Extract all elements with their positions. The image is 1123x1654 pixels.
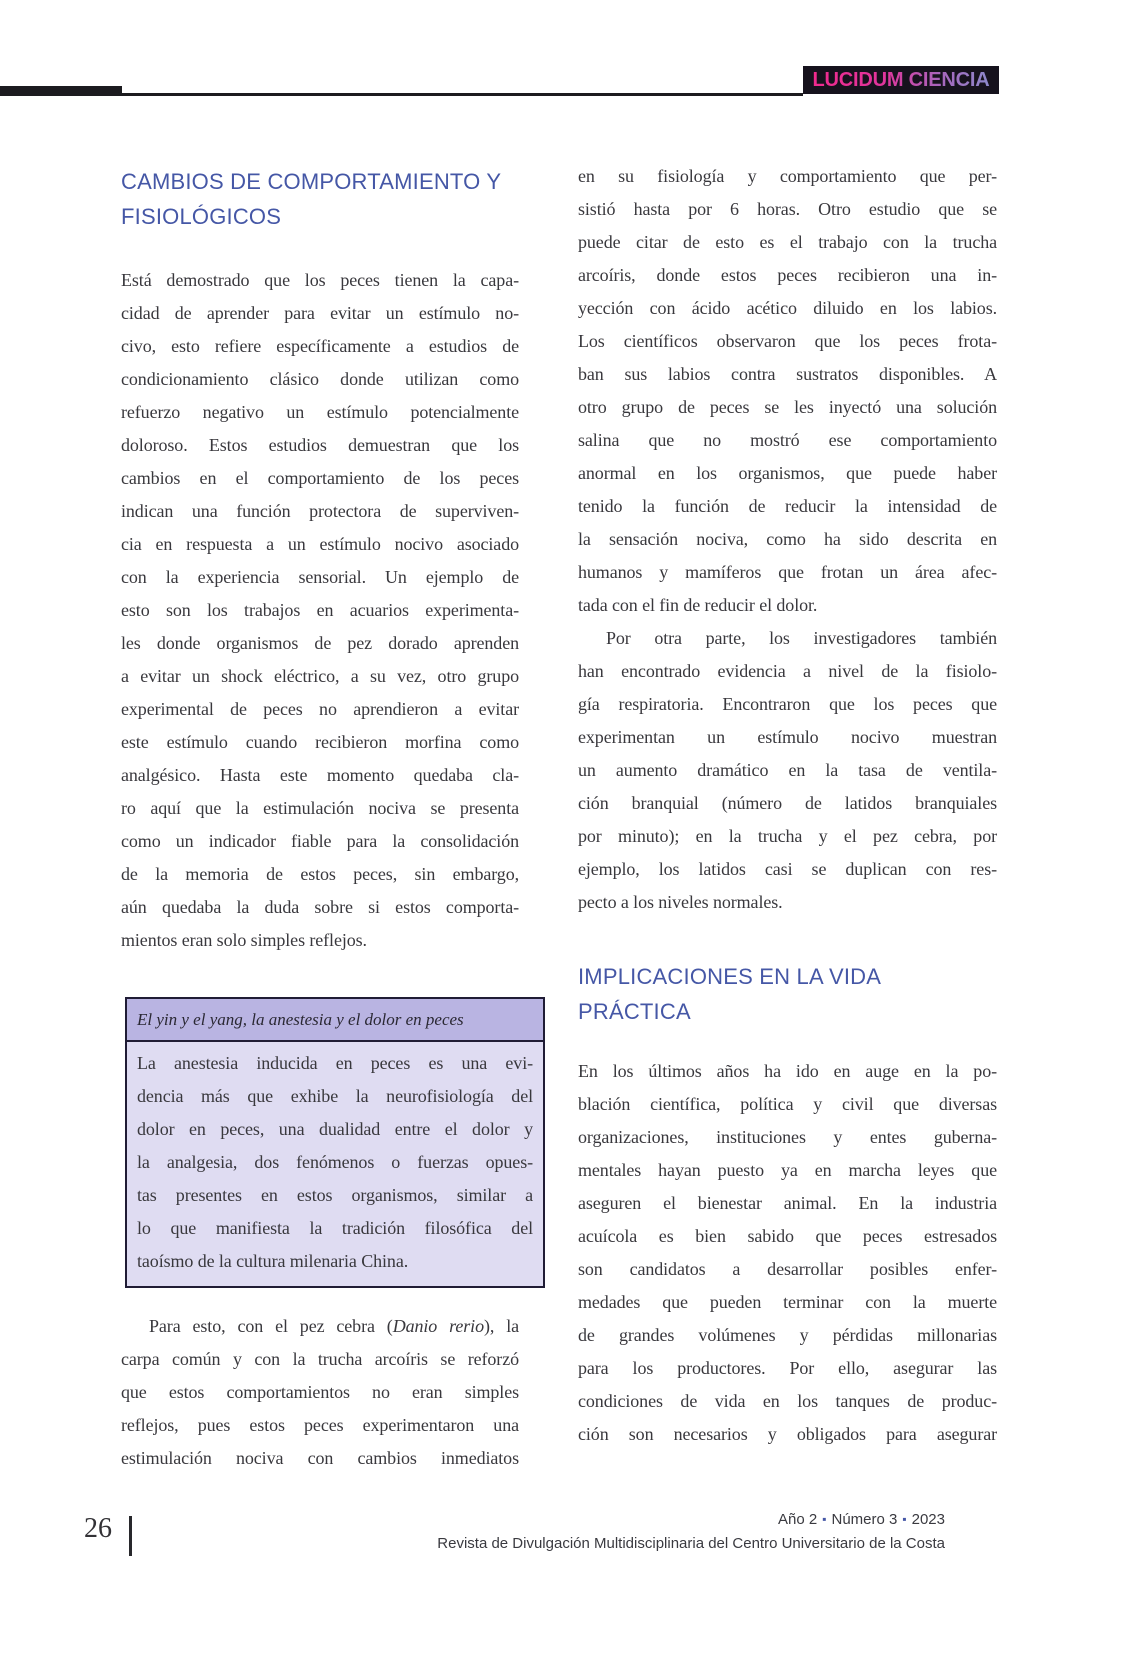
text-line: En los últimos años ha ido en auge en la po-: [578, 1061, 997, 1081]
text-line: Los científicos observaron que los peces frota-: [578, 331, 997, 351]
journal-logo-text: LUCIDUM CIENCIA: [812, 68, 990, 91]
journal-name: Revista de Divulgación Multidisciplinaria del Centro Universitario de la Costa: [437, 1535, 945, 1552]
text-line: ban sus labios contra sustratos disponibles. A: [578, 364, 997, 384]
text-line: Para esto, con el pez cebra (Danio rerio), la: [149, 1316, 519, 1336]
section-heading-line: PRÁCTICA: [578, 999, 691, 1024]
section-heading-line: FISIOLÓGICOS: [121, 204, 282, 229]
paragraph: [578, 160, 997, 622]
text-line: Está demostrado que los peces tienen la capa-: [121, 270, 519, 290]
text-line: que estos comportamientos no eran simples: [121, 1382, 519, 1402]
text-line: cambios en el comportamiento de los peces: [121, 468, 519, 488]
text-line: organizaciones, instituciones y entes guberna-: [578, 1127, 997, 1147]
text-line: blación científica, política y civil que diversas: [578, 1094, 997, 1114]
text-line: experimentan un estímulo nocivo muestran: [578, 727, 997, 747]
text-line: mentales hayan puesto ya en marcha leyes que: [578, 1160, 997, 1180]
text-line: condicionamiento clásico donde utilizan como: [121, 369, 519, 389]
issue-info: [437, 1508, 945, 1532]
paragraph: [578, 1055, 997, 1451]
journal-logo: [803, 66, 999, 94]
text-line: cia en respuesta a un estímulo nocivo asociado: [121, 534, 519, 554]
issue-number-label: Número 3: [831, 1511, 898, 1528]
text-line: acuícola es bien sabido que peces estresados: [578, 1226, 997, 1246]
page-footer-info: [437, 1508, 945, 1555]
text-line: para los productores. Por ello, asegurar las: [578, 1358, 997, 1378]
text-line: un aumento dramático en la tasa de ventila-: [578, 760, 997, 780]
left-text-column: [121, 160, 533, 1475]
callout-box: [125, 997, 545, 1288]
section-heading-line: IMPLICACIONES EN LA VIDA: [578, 964, 882, 989]
text-line: refuerzo negativo un estímulo potencialmente: [121, 402, 519, 422]
section-heading: [578, 959, 997, 1029]
page-number: 26: [84, 1513, 112, 1544]
text-line: les donde organismos de pez dorado aprenden: [121, 633, 519, 653]
text-line: ro aquí que la estimulación nociva se presenta: [121, 798, 519, 818]
text-line: mientos eran solo simples reflejos.: [121, 930, 367, 950]
text-line: gía respiratoria. Encontraron que los peces que: [578, 694, 997, 714]
paragraph: [121, 264, 519, 957]
issue-date-label: 2023: [911, 1511, 945, 1528]
text-line: civo, esto refiere específicamente a estudios de: [121, 336, 519, 356]
text-line: doloroso. Estos estudios demuestran que los: [121, 435, 519, 455]
text-line: salina que no mostró ese comportamiento: [578, 430, 997, 450]
paragraph: [121, 1310, 519, 1475]
text-line: pecto a los niveles normales.: [578, 892, 783, 912]
section-heading: [121, 164, 519, 234]
text-line: humanos y mamíferos que frotan un área afec-: [578, 562, 997, 582]
text-line: tas presentes en estos organismos, similar a: [137, 1185, 533, 1205]
text-line: ejemplo, los latidos casi se duplican con res-: [578, 859, 997, 879]
issue-year-label: Año 2: [778, 1511, 818, 1528]
text-line: esto son los trabajos en acuarios experimenta-: [121, 600, 519, 620]
text-line: puede citar de esto es el trabajo con la trucha: [578, 232, 997, 252]
right-text-column: [578, 160, 997, 1451]
separator-square-icon: ▪: [822, 1512, 827, 1526]
text-line: aseguren el bienestar animal. En la industria: [578, 1193, 997, 1213]
text-line: taoísmo de la cultura milenaria China.: [137, 1251, 409, 1271]
text-line: este estímulo cuando recibieron morfina como: [121, 732, 519, 752]
text-line: dolor en peces, una dualidad entre el dolor y: [137, 1119, 533, 1139]
text-line: carpa común y con la trucha arcoíris se reforzó: [121, 1349, 519, 1369]
text-line: medades que pueden terminar con la muerte: [578, 1292, 997, 1312]
text-line: tada con el fin de reducir el dolor.: [578, 595, 818, 615]
text-line: reflejos, pues estos peces experimentaron una: [121, 1415, 519, 1435]
text-line: otro grupo de peces se les inyectó una solución: [578, 397, 997, 417]
paragraph: [578, 622, 997, 919]
separator-square-icon: ▪: [902, 1512, 907, 1526]
text-line: la analgesia, dos fenómenos o fuerzas opues-: [137, 1152, 533, 1172]
text-line: ción son necesarios y obligados para asegurar: [578, 1424, 997, 1444]
text-line: como un indicador fiable para la consolidación: [121, 831, 519, 851]
text-line: lo que manifiesta la tradición filosófica del: [137, 1218, 533, 1238]
text-line: yección con ácido acético diluido en los labios.: [578, 298, 997, 318]
callout-title: El yin y el yang, la anestesia y el dolor en peces: [127, 999, 543, 1042]
text-line: dencia más que exhibe la neurofisiología del: [137, 1086, 533, 1106]
text-line: experimental de peces no aprendieron a evitar: [121, 699, 519, 719]
text-line: estimulación nociva con cambios inmediatos: [121, 1448, 519, 1468]
section-heading-line: CAMBIOS DE COMPORTAMIENTO Y: [121, 169, 502, 194]
text-line: anormal en los organismos, que puede haber: [578, 463, 997, 483]
text-line: tenido la función de reducir la intensidad de: [578, 496, 997, 516]
text-line: ción branquial (número de latidos branquiales: [578, 793, 997, 813]
text-line: La anestesia inducida en peces es una evi-: [137, 1053, 533, 1073]
text-line: analgésico. Hasta este momento quedaba cla-: [121, 765, 519, 785]
text-line: han encontrado evidencia a nivel de la fisiolo-: [578, 661, 997, 681]
text-line: indican una función protectora de superviven-: [121, 501, 519, 521]
text-line: la sensación nociva, como ha sido descrita en: [578, 529, 997, 549]
callout-body: [127, 1042, 543, 1286]
text-line: aún quedaba la duda sobre si estos comporta-: [121, 897, 519, 917]
text-line: sistió hasta por 6 horas. Otro estudio que se: [578, 199, 997, 219]
text-line: con la experiencia sensorial. Un ejemplo de: [121, 567, 519, 587]
text-line: cidad de aprender para evitar un estímulo no-: [121, 303, 519, 323]
text-line: por minuto); en la trucha y el pez cebra, por: [578, 826, 997, 846]
text-line: en su fisiología y comportamiento que per-: [578, 166, 997, 186]
text-line: son candidatos a desarrollar posibles enfer-: [578, 1259, 997, 1279]
text-line: Por otra parte, los investigadores también: [606, 628, 997, 648]
text-line: condiciones de vida en los tanques de produc-: [578, 1391, 997, 1411]
masthead-rule-thin: [0, 93, 803, 96]
text-line: a evitar un shock eléctrico, a su vez, otro grupo: [121, 666, 519, 686]
text-line: arcoíris, donde estos peces recibieron una in-: [578, 265, 997, 285]
text-line: de grandes volúmenes y pérdidas millonarias: [578, 1325, 997, 1345]
text-line: de la memoria de estos peces, sin embargo,: [121, 864, 519, 884]
page-number-divider: [129, 1516, 132, 1556]
